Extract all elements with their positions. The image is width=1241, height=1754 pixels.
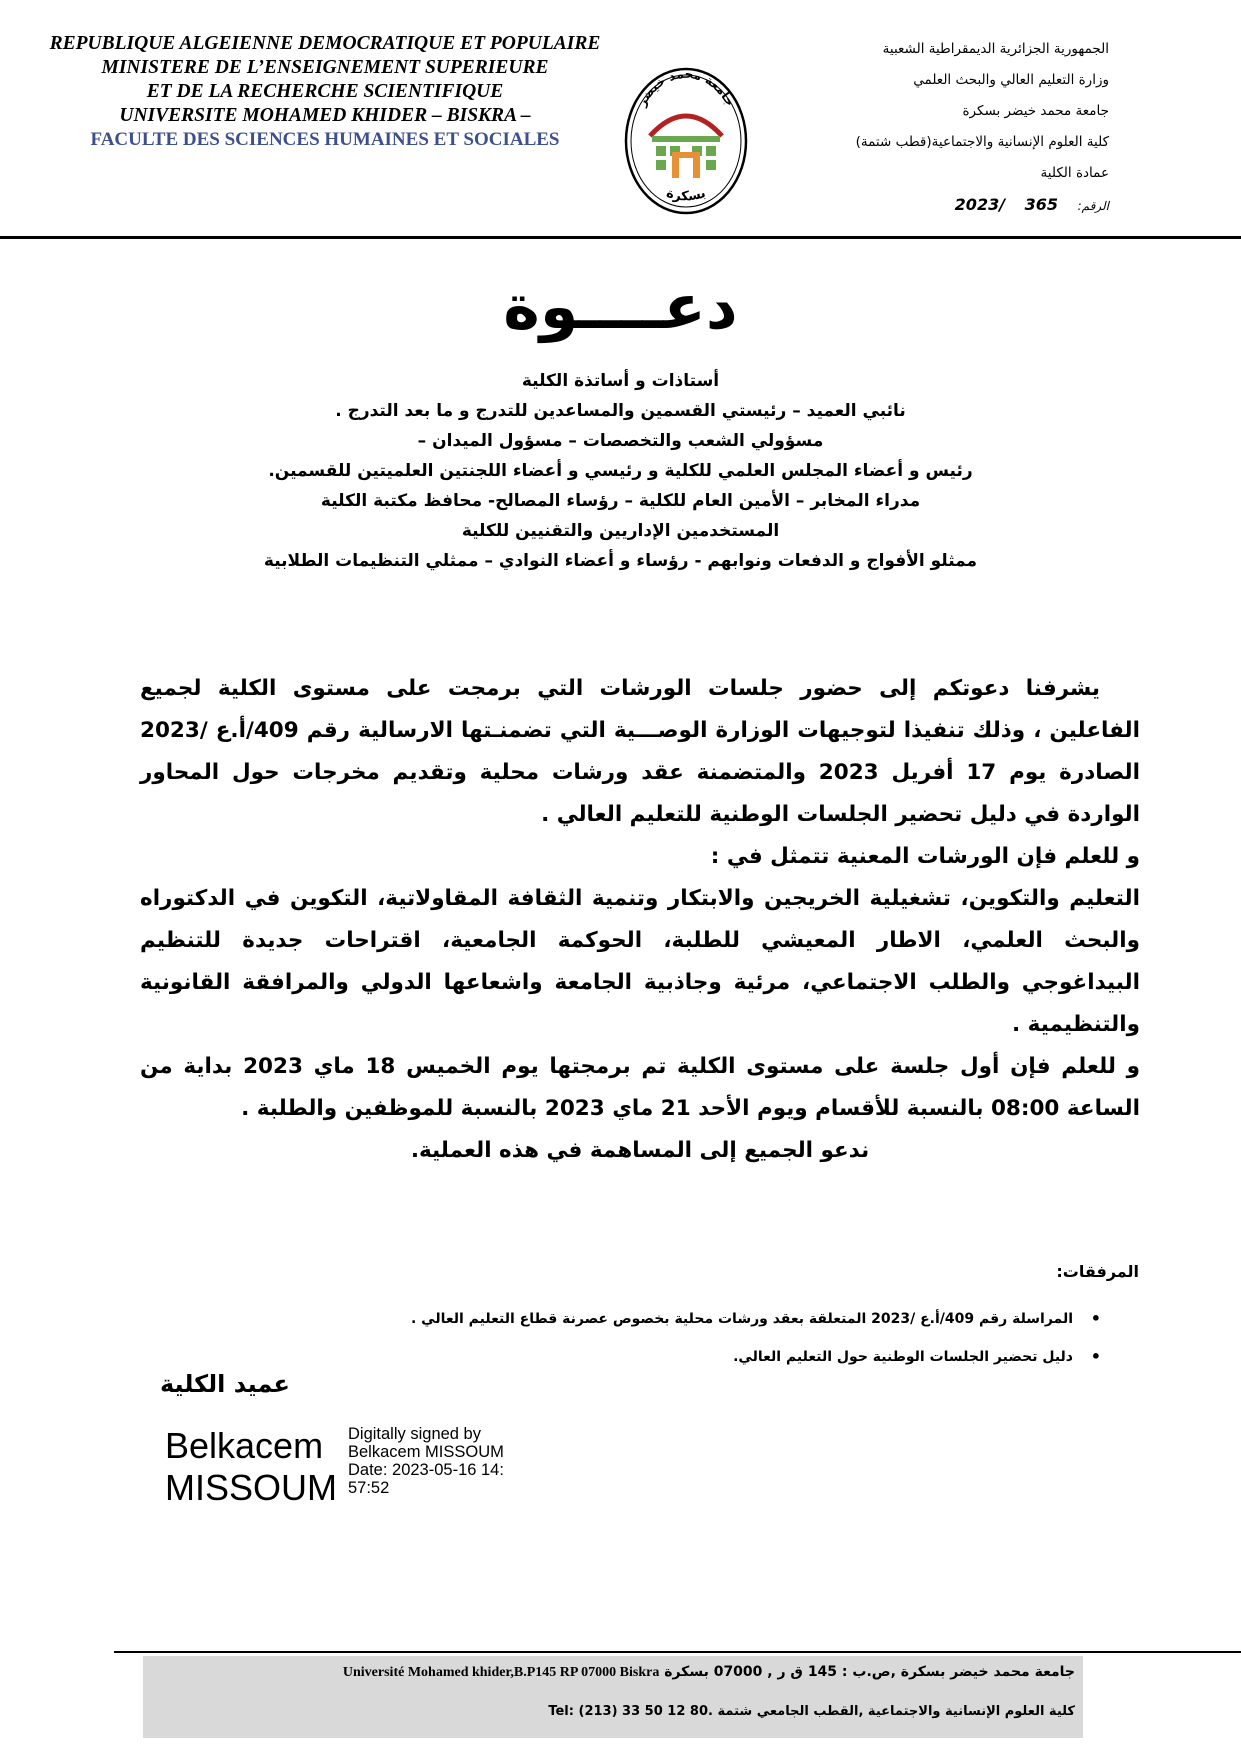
addressee-line: رئيس و أعضاء المجلس العلمي للكلية و رئيسي و أعضاء اللجنتين العلميتين للقسمين.	[268, 461, 973, 481]
logo-bottom-text: بسكرة	[664, 185, 708, 205]
attachments-heading: المرفقات:	[1056, 1262, 1139, 1281]
attachments-list	[201, 1300, 1101, 1376]
signature-name	[165, 1425, 337, 1509]
header-fr-line1: REPUBLIQUE ALGEIENNE DEMOCRATIQUE ET POPULAIRE	[49, 33, 601, 54]
dean-title: عميد الكلية	[160, 1370, 290, 1398]
header-fr-faculty: FACULTE DES SCIENCES HUMAINES ET SOCIALES	[90, 129, 560, 150]
body-paragraph-4: و للعلم فإن أول جلسة على مستوى الكلية تم برمجتها يوم الخميس 18 ماي 2023 بداية من الساعة 08:00 بالنسبة للأقسام ويوم الأحد 21 ماي 2023 بالنسبة للموظفين والطلبة .	[140, 1054, 1140, 1121]
header-ar-line3: جامعة محمد خيضر بسكرة	[962, 103, 1109, 119]
body-paragraph-1: يشرفنا دعوتكم إلى حضور جلسات الورشات التي برمجت على مستوى الكلية لجميع الفاعلين ، وذلك تنفيذا لتوجيهات الوزارة الوصـــية التي تضمنـتها الارسالية رقم 409/أ.ع /2023 الصادرة يوم 17 أفريل 2023 والمتضمنة عقد ورشات محلية وتقديم مخرجات حول المحاور الواردة في دليل تحضير الجلسات الوطنية للتعليم العالي .	[140, 676, 1140, 827]
addressee-line: نائبي العميد – رئيستي القسمين والمساعدين للتدرج و ما بعد التدرج .	[335, 401, 906, 421]
header-ar-line4: كلية العلوم الإنسانية والاجتماعية(قطب شتمة)	[855, 134, 1109, 150]
signature-details	[348, 1425, 548, 1497]
addressee-line: مدراء المخابر – الأمين العام للكلية – رؤساء المصالح- محافظ مكتبة الكلية	[320, 491, 921, 511]
university-logo	[622, 66, 750, 216]
signature-first-name: Belkacem	[165, 1425, 324, 1466]
addressee-line: أستاذات و أساتذة الكلية	[521, 371, 720, 391]
header-fr-line3: ET DE LA RECHERCHE SCIENTIFIQUE	[146, 81, 504, 102]
header-fr-line4: UNIVERSITE MOHAMED KHIDER – BISKRA –	[119, 105, 531, 126]
footer-address-ar: جامعة محمد خيضر بسكرة ,ص.ب : 145 ق ر , 07000 بسكرة	[664, 1664, 1075, 1680]
addressee-line: مسؤولي الشعب والتخصصات – مسؤول الميدان –	[417, 431, 824, 451]
footer-address-en: Université Mohamed khider,B.P145 RP 07000 Biskra	[342, 1665, 660, 1680]
body-paragraph-3: التعليم والتكوين، تشغيلية الخريجين والابتكار وتنمية الثقافة المقاولاتية، التكوين في الدكتوراه والبحث العلمي، الاطار المعيشي للطلبة، الحوكمة الجامعية، اقتراحات جديدة للتنظيم البيداغوجي والطلب الاجتماعي، مرئية وجاذبية الجامعة واشعاعها الدولي والمرافقة القانونية والتنظيمية .	[140, 886, 1140, 1037]
signed-by-label: Digitally signed by	[348, 1425, 481, 1443]
signed-by-name: Belkacem MISSOUM	[348, 1443, 504, 1461]
header-fr-line2: MINISTERE DE L’ENSEIGNEMENT SUPERIEURE	[101, 57, 549, 78]
body-paragraph-5: ندعو الجميع إلى المساهمة في هذه العملية.	[410, 1138, 870, 1163]
addressees	[0, 366, 1241, 576]
ref-number: 365	[1024, 195, 1059, 214]
header-arabic	[789, 34, 1109, 222]
logo-top-text: جامعة محمد خيضر	[634, 66, 738, 109]
attachment-item: • دليل تحضير الجلسات الوطنية حول التعليم العالي.	[201, 1338, 1101, 1376]
signature-last-name: MISSOUM	[165, 1467, 338, 1508]
footer	[143, 1656, 1083, 1738]
header-ar-line2: وزارة التعليم العالي والبحث العلمي	[913, 72, 1109, 88]
signature-time: 57:52	[348, 1479, 390, 1497]
reference-number	[789, 189, 1109, 222]
letter-body	[140, 668, 1140, 1172]
header-ar-line5: عمادة الكلية	[1040, 165, 1109, 181]
header-french	[30, 32, 620, 152]
body-paragraph-2: و للعلم فإن الورشات المعنية تتمثل في :	[710, 844, 1140, 869]
footer-line-1	[343, 1664, 1075, 1681]
addressee-line: ممثلو الأفواج و الدفعات ونوابهم - رؤساء و أعضاء النوادي – ممثلي التنظيمات الطلابية	[263, 551, 978, 571]
signature-date: Date: 2023-05-16 14:	[348, 1461, 504, 1479]
ref-year: 2023/	[954, 195, 1006, 214]
page-title: دعــــوة	[503, 270, 738, 343]
footer-line-2: كلية العلوم الإنسانية والاجتماعية ,القطب الجامعي شتمة .80 12 50 33 (213) :Tel	[548, 1704, 1075, 1719]
attachment-item: • المراسلة رقم 409/أ.ع /2023 المتعلقة بعقد ورشات محلية بخصوص عصرنة قطاع التعليم العالي .	[201, 1300, 1101, 1338]
footer-divider	[114, 1651, 1241, 1653]
header-divider	[0, 236, 1241, 239]
addressee-line: المستخدمين الإداريين والتقنيين للكلية	[461, 521, 780, 541]
header-ar-line1: الجمهورية الجزائرية الديمقراطية الشعبية	[882, 41, 1109, 57]
ref-label: الرقم:	[1077, 199, 1109, 213]
